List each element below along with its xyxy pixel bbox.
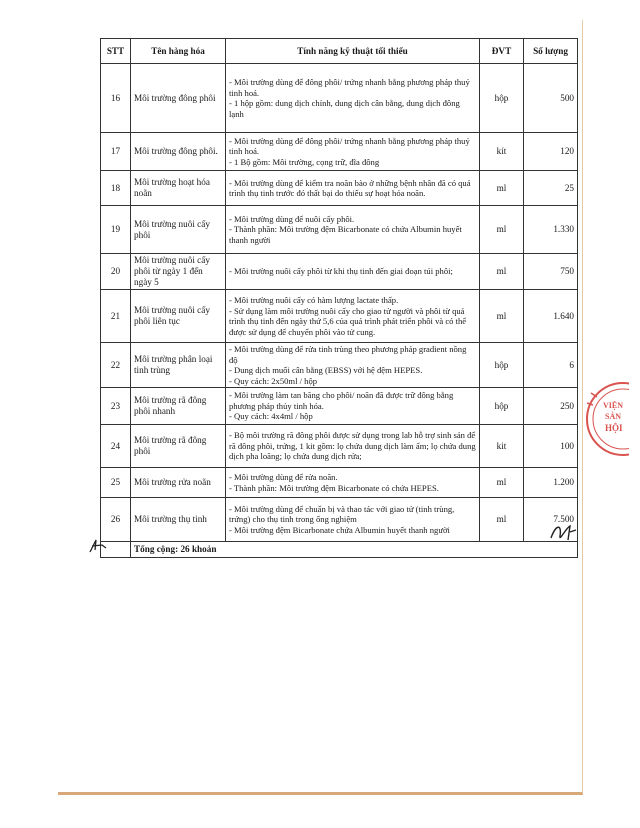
table-row bbox=[101, 343, 578, 388]
row-unit: ml bbox=[480, 254, 524, 290]
table-row bbox=[101, 468, 578, 498]
handwritten-initial-right bbox=[548, 520, 578, 544]
row-unit: hộp bbox=[480, 64, 524, 133]
row-stt: 22 bbox=[101, 343, 131, 388]
row-name: Môi trường rã đông phôi nhanh bbox=[131, 388, 226, 425]
row-spec: - Môi trường dùng để nuôi cấy phôi. - Thành phần: Môi trường đệm Bicarbonate có chứa Albumin huyết thanh người bbox=[226, 206, 480, 254]
table-row bbox=[101, 206, 578, 254]
header-stt: STT bbox=[101, 39, 131, 64]
goods-specification-table bbox=[100, 38, 578, 558]
table-row bbox=[101, 133, 578, 171]
row-stt: 21 bbox=[101, 290, 131, 343]
row-qty: 1.330 bbox=[524, 206, 578, 254]
row-qty: 750 bbox=[524, 254, 578, 290]
header-spec: Tính năng kỹ thuật tối thiểu bbox=[226, 39, 480, 64]
row-spec: - Môi trường nuôi cấy phôi từ khi thụ tinh đến giai đoạn túi phôi; bbox=[226, 254, 480, 290]
row-name: Môi trường hoạt hóa noãn bbox=[131, 171, 226, 206]
row-qty: 6 bbox=[524, 343, 578, 388]
row-stt: 23 bbox=[101, 388, 131, 425]
row-unit: kit bbox=[480, 425, 524, 468]
stamp-line-2: SẢN bbox=[605, 412, 622, 421]
official-stamp bbox=[583, 375, 629, 461]
row-unit: ml bbox=[480, 206, 524, 254]
row-spec: - Môi trường dùng để kiểm tra noãn bào ở những bệnh nhân đã có quá trình thụ tinh trước đó thất bại do thiếu sự hoạt hóa noãn. bbox=[226, 171, 480, 206]
table-row bbox=[101, 254, 578, 290]
row-name: Môi trường nuôi cấy phôi từ ngày 1 đến ngày 5 bbox=[131, 254, 226, 290]
row-name: Môi trường rã đông phôi bbox=[131, 425, 226, 468]
row-stt: 17 bbox=[101, 133, 131, 171]
header-name: Tên hàng hóa bbox=[131, 39, 226, 64]
row-unit: ml bbox=[480, 468, 524, 498]
stamp-line-1: VIỆN bbox=[603, 401, 624, 410]
handwritten-initial-left bbox=[86, 536, 112, 556]
row-name: Môi trường rửa noãn bbox=[131, 468, 226, 498]
table-row bbox=[101, 388, 578, 425]
row-qty: 25 bbox=[524, 171, 578, 206]
table-row bbox=[101, 171, 578, 206]
row-qty: 500 bbox=[524, 64, 578, 133]
stamp-line-3: HỘI bbox=[605, 423, 623, 433]
row-name: Môi trường phân loại tinh trùng bbox=[131, 343, 226, 388]
row-spec: - Môi trường dùng để đông phôi/ trứng nhanh bằng phương pháp thuỷ tinh hoá. - 1 hộp gồm: dung dịch chính, dung dịch cân bằng, dung dịch đông lạnh bbox=[226, 64, 480, 133]
row-name: Môi trường đông phôi bbox=[131, 64, 226, 133]
row-qty: 120 bbox=[524, 133, 578, 171]
row-unit: hộp bbox=[480, 343, 524, 388]
row-qty: 250 bbox=[524, 388, 578, 425]
row-stt: 26 bbox=[101, 498, 131, 542]
row-spec: - Môi trường dùng để rửa noãn. - Thành phần: Môi trường đệm Bicarbonate có chứa HEPES. bbox=[226, 468, 480, 498]
row-qty: 1.200 bbox=[524, 468, 578, 498]
row-unit: hộp bbox=[480, 388, 524, 425]
row-unit: ml bbox=[480, 498, 524, 542]
row-name: Môi trường đông phôi. bbox=[131, 133, 226, 171]
row-unit: ml bbox=[480, 290, 524, 343]
row-name: Môi trường nuôi cấy phôi liên tục bbox=[131, 290, 226, 343]
row-spec: - Môi trường nuôi cấy có hàm lượng lactate thấp. - Sử dụng làm môi trường nuôi cấy cho giao tử người và phôi từ quá trình thụ tinh đến ngày thứ 5,6 của quá trình phát triển phôi và có thể được sử dụng để chuyển phôi vào tử cung. bbox=[226, 290, 480, 343]
row-stt: 19 bbox=[101, 206, 131, 254]
table-row bbox=[101, 64, 578, 133]
row-qty: 1.640 bbox=[524, 290, 578, 343]
row-stt: 24 bbox=[101, 425, 131, 468]
row-spec: - Bộ môi trường rã đông phôi được sử dụng trong lab hỗ trợ sinh sản để rã đông phôi, trứng, 1 kit gồm: lọ chứa dung dịch làm ấm; lọ chứa dung dịch pha loãng; lọ chứa dung dịch rửa; bbox=[226, 425, 480, 468]
table-row bbox=[101, 290, 578, 343]
row-spec: - Môi trường dùng để chuẩn bị và thao tác với giao tử (tinh trùng, trứng) cho thụ tinh trong ống nghiệm - Môi trường đệm Bicarbonate chứa Albumin huyết thanh người bbox=[226, 498, 480, 542]
total-row bbox=[101, 542, 578, 558]
table-header-row bbox=[101, 39, 578, 64]
row-stt: 18 bbox=[101, 171, 131, 206]
row-stt: 16 bbox=[101, 64, 131, 133]
row-name: Môi trường thụ tinh bbox=[131, 498, 226, 542]
row-spec: - Môi trường dùng để rửa tinh trùng theo phương pháp gradient nồng độ - Dung dịch muối cân bằng (EBSS) với hệ đệm HEPES. - Quy cách: 2x50ml / hộp bbox=[226, 343, 480, 388]
row-unit: kít bbox=[480, 133, 524, 171]
table-row bbox=[101, 425, 578, 468]
total-label: Tổng cộng: 26 khoản bbox=[131, 542, 578, 558]
header-qty: Số lượng bbox=[524, 39, 578, 64]
table-row bbox=[101, 498, 578, 542]
row-stt: 25 bbox=[101, 468, 131, 498]
row-spec: - Môi trường làm tan băng cho phôi/ noãn đã được trữ đông bằng phương pháp thủy tinh hóa. - Quy cách: 4x4ml / hộp bbox=[226, 388, 480, 425]
row-qty: 7.500 bbox=[524, 498, 578, 542]
header-unit: ĐVT bbox=[480, 39, 524, 64]
row-qty: 100 bbox=[524, 425, 578, 468]
row-stt: 20 bbox=[101, 254, 131, 290]
row-unit: ml bbox=[480, 171, 524, 206]
row-spec: - Môi trường dùng để đông phôi/ trứng nhanh bằng phương pháp thuỷ tinh hoá. - 1 Bộ gồm: Môi trường, cọng trữ, đĩa đông bbox=[226, 133, 480, 171]
row-name: Môi trường nuôi cấy phôi bbox=[131, 206, 226, 254]
